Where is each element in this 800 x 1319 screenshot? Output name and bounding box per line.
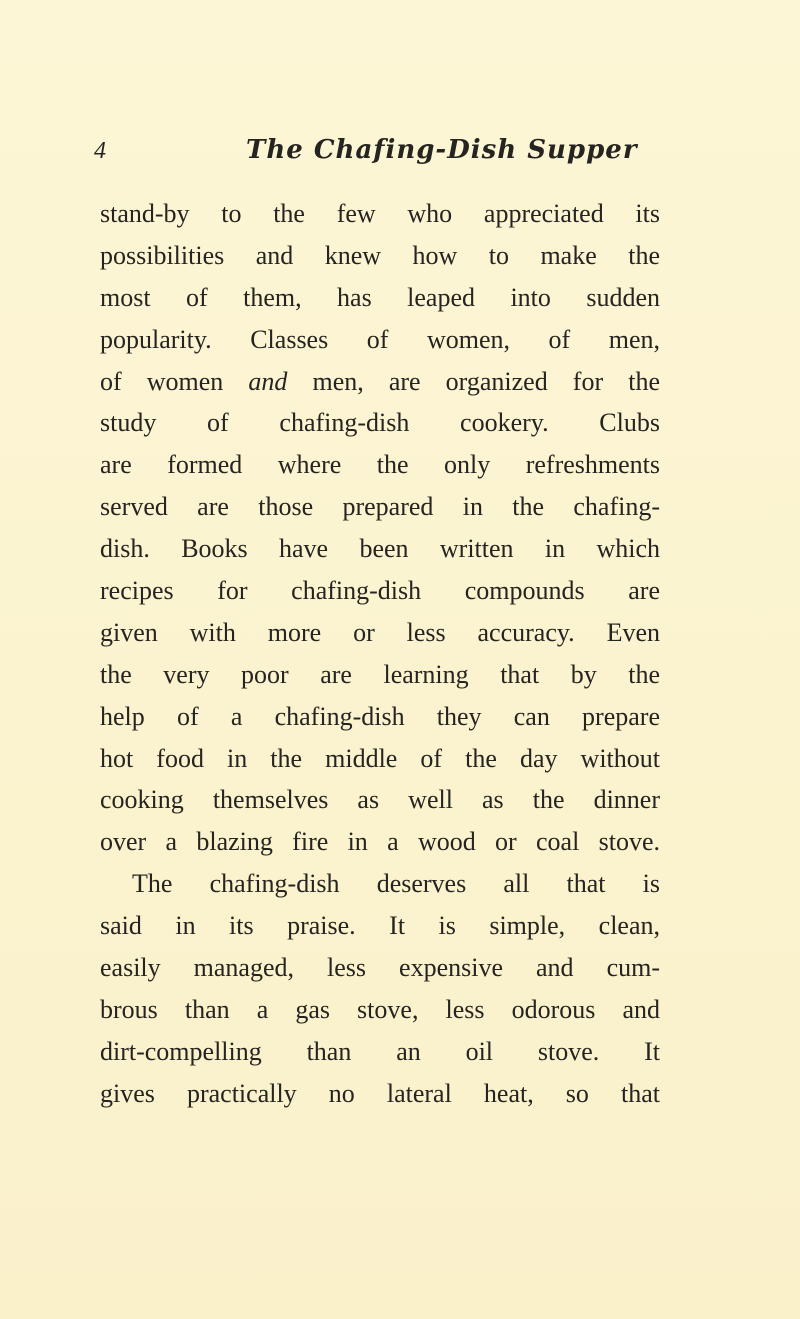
running-head (94, 134, 700, 174)
text-line: dish. Books have been written in which (100, 534, 660, 564)
text-line: given with more or less accuracy. Even (100, 617, 660, 647)
emphasis-text: and (248, 366, 288, 396)
text-line: popularity. Classes of women, of men, (100, 324, 660, 354)
text-segment: of women (100, 366, 249, 396)
text-line: over a blazing fire in a wood or coal stove. (100, 827, 660, 857)
text-line: most of them, has leaped into sudden (100, 282, 660, 312)
text-segment: men, are organized for the (287, 366, 660, 396)
text-line: recipes for chafing-dish compounds are (100, 576, 660, 606)
text-line: cooking themselves as well as the dinner (100, 785, 660, 815)
text-line: hot food in the middle of the day without (100, 743, 660, 773)
text-line: the very poor are learning that by the (100, 659, 660, 689)
text-line: easily managed, less expensive and cum- (100, 953, 660, 983)
text-line: stand-by to the few who appreciated its (100, 199, 660, 228)
text-line: gives practically no lateral heat, so that (100, 1078, 660, 1108)
text-line: study of chafing-dish cookery. Clubs (100, 408, 660, 438)
body-text (100, 193, 660, 1115)
text-line: help of a chafing-dish they can prepare (100, 701, 660, 731)
page-number: 4 (94, 138, 106, 164)
text-line: possibilities and knew how to make the (100, 240, 660, 270)
text-line: dirt-compelling than an oil stove. It (100, 1036, 660, 1066)
text-line: brous than a gas stove, less odorous and (100, 994, 660, 1024)
text-line: The chafing-dish deserves all that is (132, 869, 660, 899)
text-line: said in its praise. It is simple, clean, (100, 911, 660, 941)
running-title: The Chafing-Dish Supper (246, 135, 638, 165)
text-line: served are those prepared in the chafing- (100, 492, 660, 522)
text-line: are formed where the only refreshments (100, 450, 660, 480)
text-line (100, 361, 660, 403)
